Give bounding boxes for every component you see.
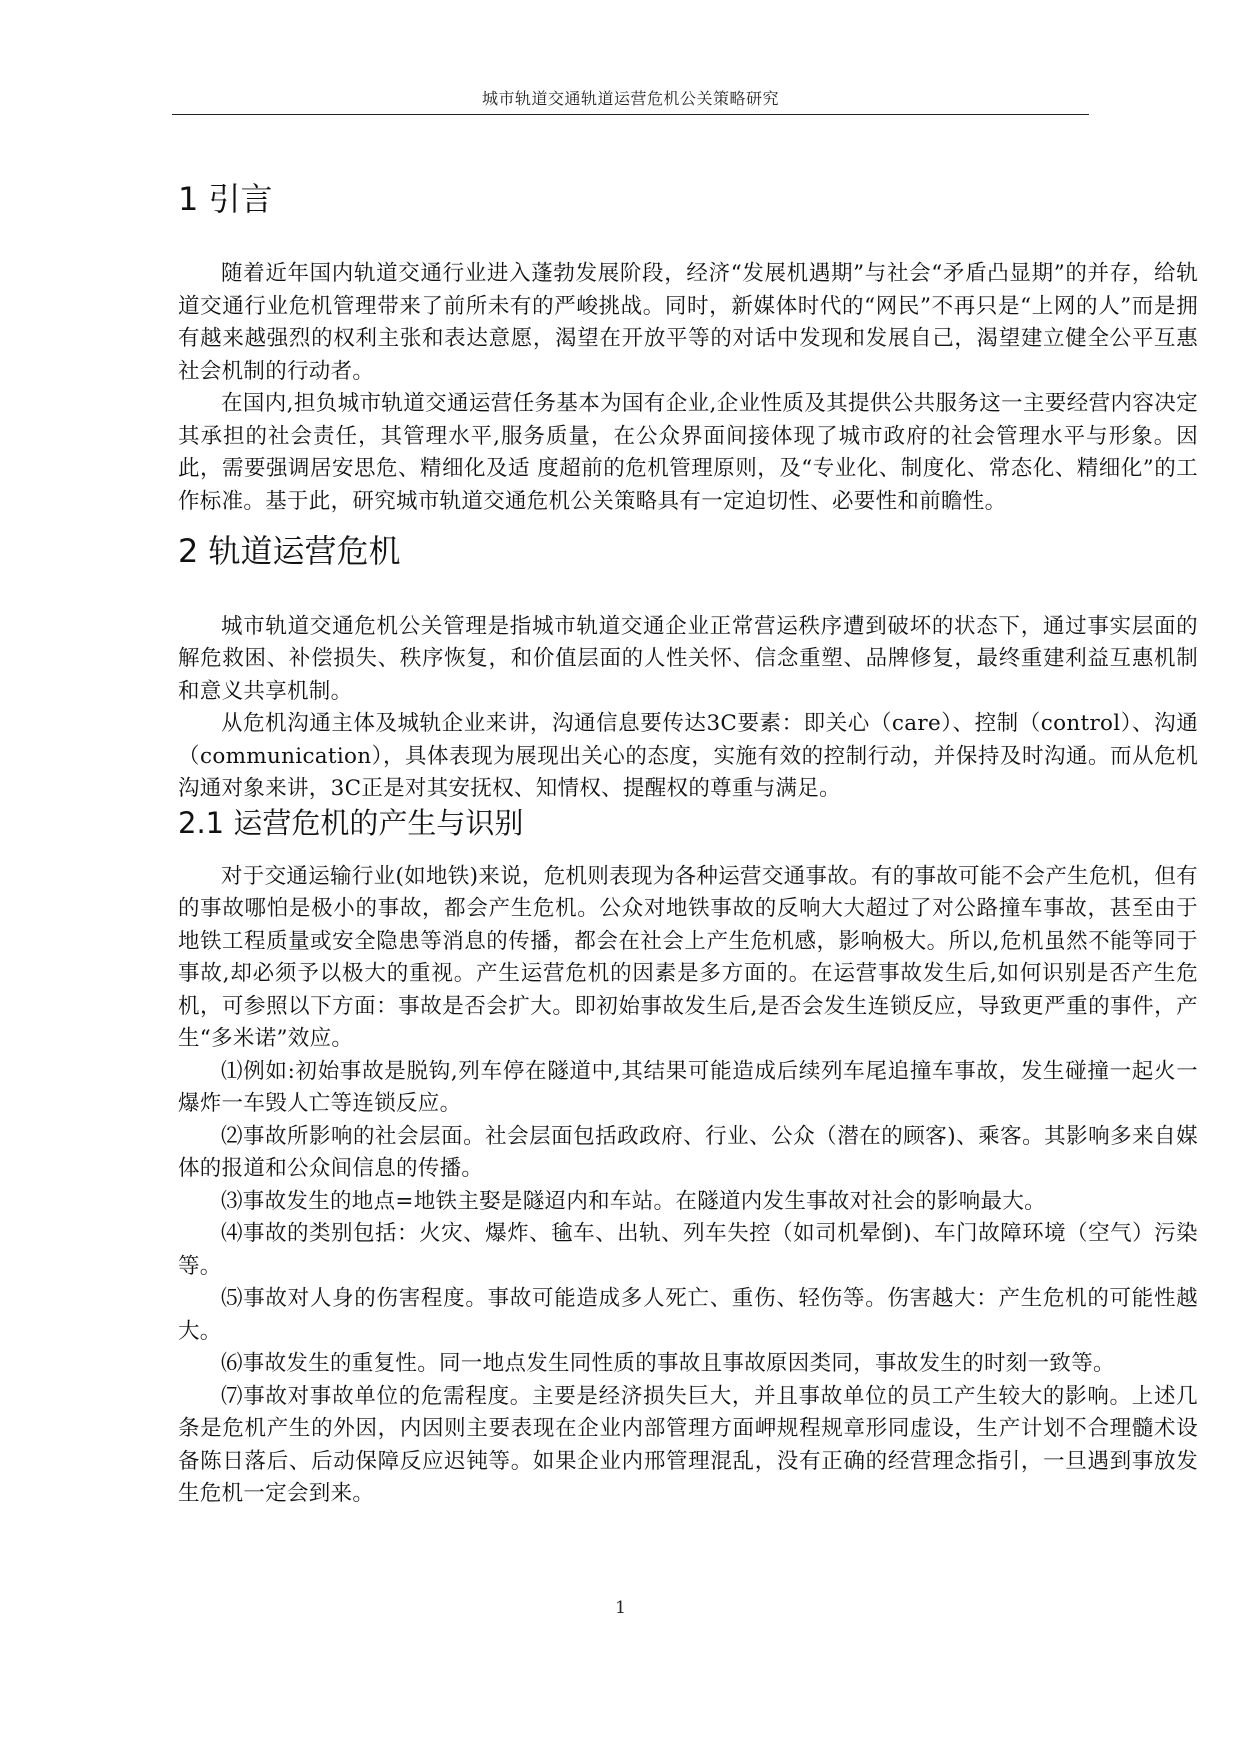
header-rule [172,114,1089,115]
paragraph: 城市轨道交通危机公关管理是指城市轨道交通企业正常营运秩序遭到破坏的状态下，通过事实层面的解危救困、补偿损失、秩序恢复，和价值层面的人性关怀、信念重塑、品牌修复，最终重建利益互惠机制和意义共享机制。 [178,613,1198,704]
paragraph: 对于交通运输行业(如地铁)来说，危机则表现为各种运营交通事故。有的事故可能不会产生危机，但有的事故哪怕是极小的事故，都会产生危机。公众对地铁事故的反响大大超过了对公路撞车事故，甚至由于地铁工程质量或安全隐患等消息的传播，都会在社会上产生危机感，影响极大。所以,危机虽然不能等同于事故,却必须予以极大的重视。产生运营危机的因素是多方面的。在运营事故发生后,如何识别是否产生危机，可参照以下方面：事故是否会扩大。即初始事故发生后,是否会发生连锁反应，导致更严重的事件，产生“多米诺”效应。 [178,863,1198,1052]
paragraph: 随着近年国内轨道交通行业进入蓬勃发展阶段，经济“发展机遇期”与社会“矛盾凸显期”的并存，给轨道交通行业危机管理带来了前所未有的严峻挑战。同时，新媒体时代的“网民”不再只是“上网的人”而是拥有越来越强烈的权利主张和表达意愿，渴望在开放平等的对话中发现和发展自己，渴望建立健全公平互惠社会机制的行动者。 [178,261,1198,384]
page-number: 1 [615,1598,626,1618]
list-item: ⑺事故对事故单位的危需程度。主要是经济损失巨大，并且事故单位的员工产生较大的影响。上述几条是危机产生的外因，内因则主要表现在企业内部管理方面岬规程规章形同虚设，生产计划不合理髓术设备陈日落后、后动保障反应迟钝等。如果企业内邢管理混乱，没有正确的经营理念指引，一旦遇到事放发生危机一定会到来。 [178,1383,1198,1507]
list-item: ⑷事故的类别包括：火灾、爆炸、毺车、出轨、列车失控（如司机晕倒)、车门故障环境（空气）污染等。 [178,1221,1198,1279]
paragraph: 从危机沟通主体及城轨企业来讲，沟通信息要传达3C要素：即关心（care）、控制（control）、沟通（communication），具体表现为展现出关心的态度，实施有效的控制行动，并保持及时沟通。而从危机沟通对象来讲，3C正是对其安抚权、知情权、提醒权的尊重与满足。 [178,711,1198,802]
list-item: ⑴例如:初始事故是脱钩,列车停在隧道中,其结果可能造成后续列车尾追撞车事故，发生碰撞一起火一爆炸一车毁人亡等连锁反应。 [178,1058,1198,1117]
list-item: ⑸事故对人身的伤害程度。事故可能造成多人死亡、重伤、轻伤等。伤害越大：产生危机的可能性越大。 [178,1286,1198,1344]
running-header-title: 城市轨道交通轨道运营危机公关策略研究 [481,89,779,108]
section-heading-operation-crisis: 2 轨道运营危机 [178,532,401,571]
list-item: ⑵事故所影响的社会层面。社会层面包括政政府、行业、公众（潜在的顾客)、乘客。其影响多来自媒体的报道和公众间信息的传播。 [178,1123,1198,1182]
page-content [178,180,1198,1511]
list-item: ⑹事故发生的重复性。同一地点发生同性质的事故且事故原因类同，事故发生的时刻一致等。 [221,1351,1115,1377]
subsection-heading-crisis-identification: 2.1 运营危机的产生与识别 [178,805,524,840]
paragraph: 在国内,担负城市轨道交通运营任务基本为国有企业,企业性质及其提供公共服务这一主要经营内容决定其承担的社会责任，其管理水平,服务质量，在公众界面间接体现了城市政府的社会管理水平与形象。因此，需要强调居安思危、精细化及适 度超前的危机管理原则，及“专业化、制度化、常态化、精细化”的工作标准。基于此，研究城市轨道交通危机公关策略具有一定迫切性、必要性和前瞻性。 [178,391,1198,514]
section-heading-introduction: 1 引言 [178,180,273,218]
list-item: ⑶事故发生的地点=地铁主娶是隧迢内和车站。在隧道内发生事故对社会的影响最大。 [221,1188,1046,1214]
